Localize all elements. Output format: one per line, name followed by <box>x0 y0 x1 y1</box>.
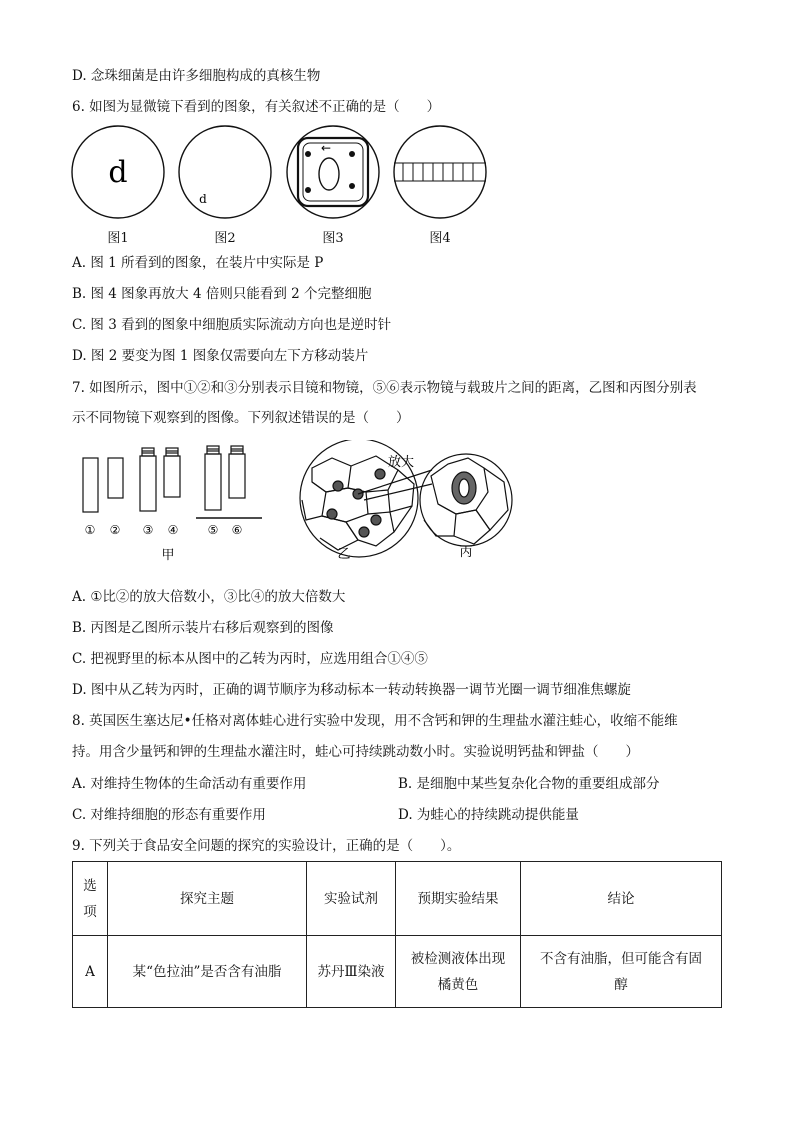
header-expected: 预期实验结果 <box>396 862 521 936</box>
q5-option-d: D. 念珠细菌是由许多细胞构成的真核生物 <box>72 68 321 84</box>
objective-4-cap <box>166 448 178 456</box>
table-header-row <box>73 862 722 936</box>
q8-option-b: B. 是细胞中某些复杂化合物的重要组成部分 <box>398 776 660 792</box>
label-1: ① <box>84 523 96 537</box>
view2-letter: d <box>199 192 207 206</box>
header-conclusion: 结论 <box>521 862 722 936</box>
view-circle-2 <box>179 126 271 218</box>
chloroplast-1 <box>305 151 311 157</box>
objective-6-cap <box>231 446 243 454</box>
label-2: ② <box>109 523 121 537</box>
objective-6 <box>229 454 245 498</box>
q8-option-c: C. 对维持细胞的形态有重要作用 <box>72 807 266 823</box>
caption-fig3: 图3 <box>322 231 344 246</box>
q6-figure <box>70 124 490 224</box>
q7-option-b: B. 丙图是乙图所示装片右移后观察到的图像 <box>72 620 334 636</box>
objective-5 <box>205 454 221 510</box>
label-bing: 丙 <box>459 545 473 560</box>
label-6: ⑥ <box>231 523 243 537</box>
label-5: ⑤ <box>207 523 219 537</box>
header-option: 选 项 <box>73 862 108 936</box>
q6-option-d: D. 图 2 要变为图 1 图象仅需要向左下方移动装片 <box>72 348 369 364</box>
objective-3 <box>140 456 156 511</box>
chloroplast-2 <box>349 151 355 157</box>
chloroplast-3 <box>305 187 311 193</box>
caption-fig1: 图1 <box>107 231 129 246</box>
plant-cell-wall <box>298 138 368 206</box>
label-3: ③ <box>142 523 154 537</box>
cell-reagent: 苏丹Ⅲ染液 <box>307 936 396 1008</box>
q7-stem-1: 7. 如图所示，图中①②和③分别表示目镜和物镜，⑤⑥表示物镜与载玻片之间的距离，乙图和丙图分别表 <box>72 380 697 396</box>
plant-cell-membrane <box>303 143 363 201</box>
label-enlarge: 放大 <box>387 455 415 470</box>
q6-option-b: B. 图 4 图象再放大 4 倍则只能看到 2 个完整细胞 <box>72 286 372 302</box>
q9-stem: 9. 下列关于食品安全问题的探究的实验设计，正确的是（ ）。 <box>72 838 461 854</box>
q7-option-d: D. 图中从乙转为丙时，正确的调节顺序为移动标本一转动转换器一调节光圈一调节细准焦螺旋 <box>72 682 631 698</box>
cell-conclusion: 不含有油脂，但可能含有固 醇 <box>521 936 722 1008</box>
caption-fig2: 图2 <box>214 231 236 246</box>
q7-figure <box>76 440 536 565</box>
cell-row <box>394 163 486 181</box>
q9-table <box>72 861 722 1008</box>
q8-option-a: A. 对维持生物体的生命活动有重要作用 <box>72 776 307 792</box>
q6-stem: 6. 如图为显微镜下看到的图象，有关叙述不正确的是（ ） <box>72 99 441 115</box>
q8-option-d: D. 为蛙心的持续跳动提供能量 <box>398 807 579 823</box>
label-yi: 乙 <box>337 547 351 562</box>
chloroplast-4 <box>349 183 355 189</box>
view1-letter: d <box>108 155 128 190</box>
caption-fig4: 图4 <box>429 231 451 246</box>
header-topic: 探究主题 <box>108 862 307 936</box>
objective-5-cap <box>207 446 219 454</box>
q6-option-c: C. 图 3 看到的图象中细胞质实际流动方向也是逆时针 <box>72 317 392 333</box>
cell-topic: 某“色拉油”是否含有油脂 <box>108 936 307 1008</box>
view-circle-4 <box>394 126 486 218</box>
eyepiece-1 <box>83 458 98 512</box>
eyepiece-2 <box>108 458 123 498</box>
flow-arrow: ← <box>320 141 332 155</box>
cell-option: A <box>73 936 108 1008</box>
vacuole <box>319 158 339 190</box>
q7-option-c: C. 把视野里的标本从图中的乙转为丙时，应选用组合①④⑤ <box>72 651 428 667</box>
q8-stem-2: 持。用含少量钙和钾的生理盐水灌注时，蛙心可持续跳动数小时。实验说明钙盐和钾盐（ ） <box>72 744 639 760</box>
q6-option-a: A. 图 1 所看到的图象，在装片中实际是 P <box>72 255 324 271</box>
cell-expected: 被检测液体出现 橘黄色 <box>396 936 521 1008</box>
q8-stem-1: 8. 英国医生塞达尼•任格对离体蛙心进行实验中发现，用不含钙和钾的生理盐水灌注蛙心，收缩不能维 <box>72 713 678 729</box>
label-4: ④ <box>167 523 179 537</box>
table-row <box>73 936 722 1008</box>
header-reagent: 实验试剂 <box>307 862 396 936</box>
objective-4 <box>164 456 180 497</box>
objective-3-cap <box>142 448 154 456</box>
q7-stem-2: 示不同物镜下观察到的图像。下列叙述错误的是（ ） <box>72 410 410 426</box>
label-jia: 甲 <box>161 548 175 563</box>
q7-option-a: A. ①比②的放大倍数小，③比④的放大倍数大 <box>72 589 346 605</box>
